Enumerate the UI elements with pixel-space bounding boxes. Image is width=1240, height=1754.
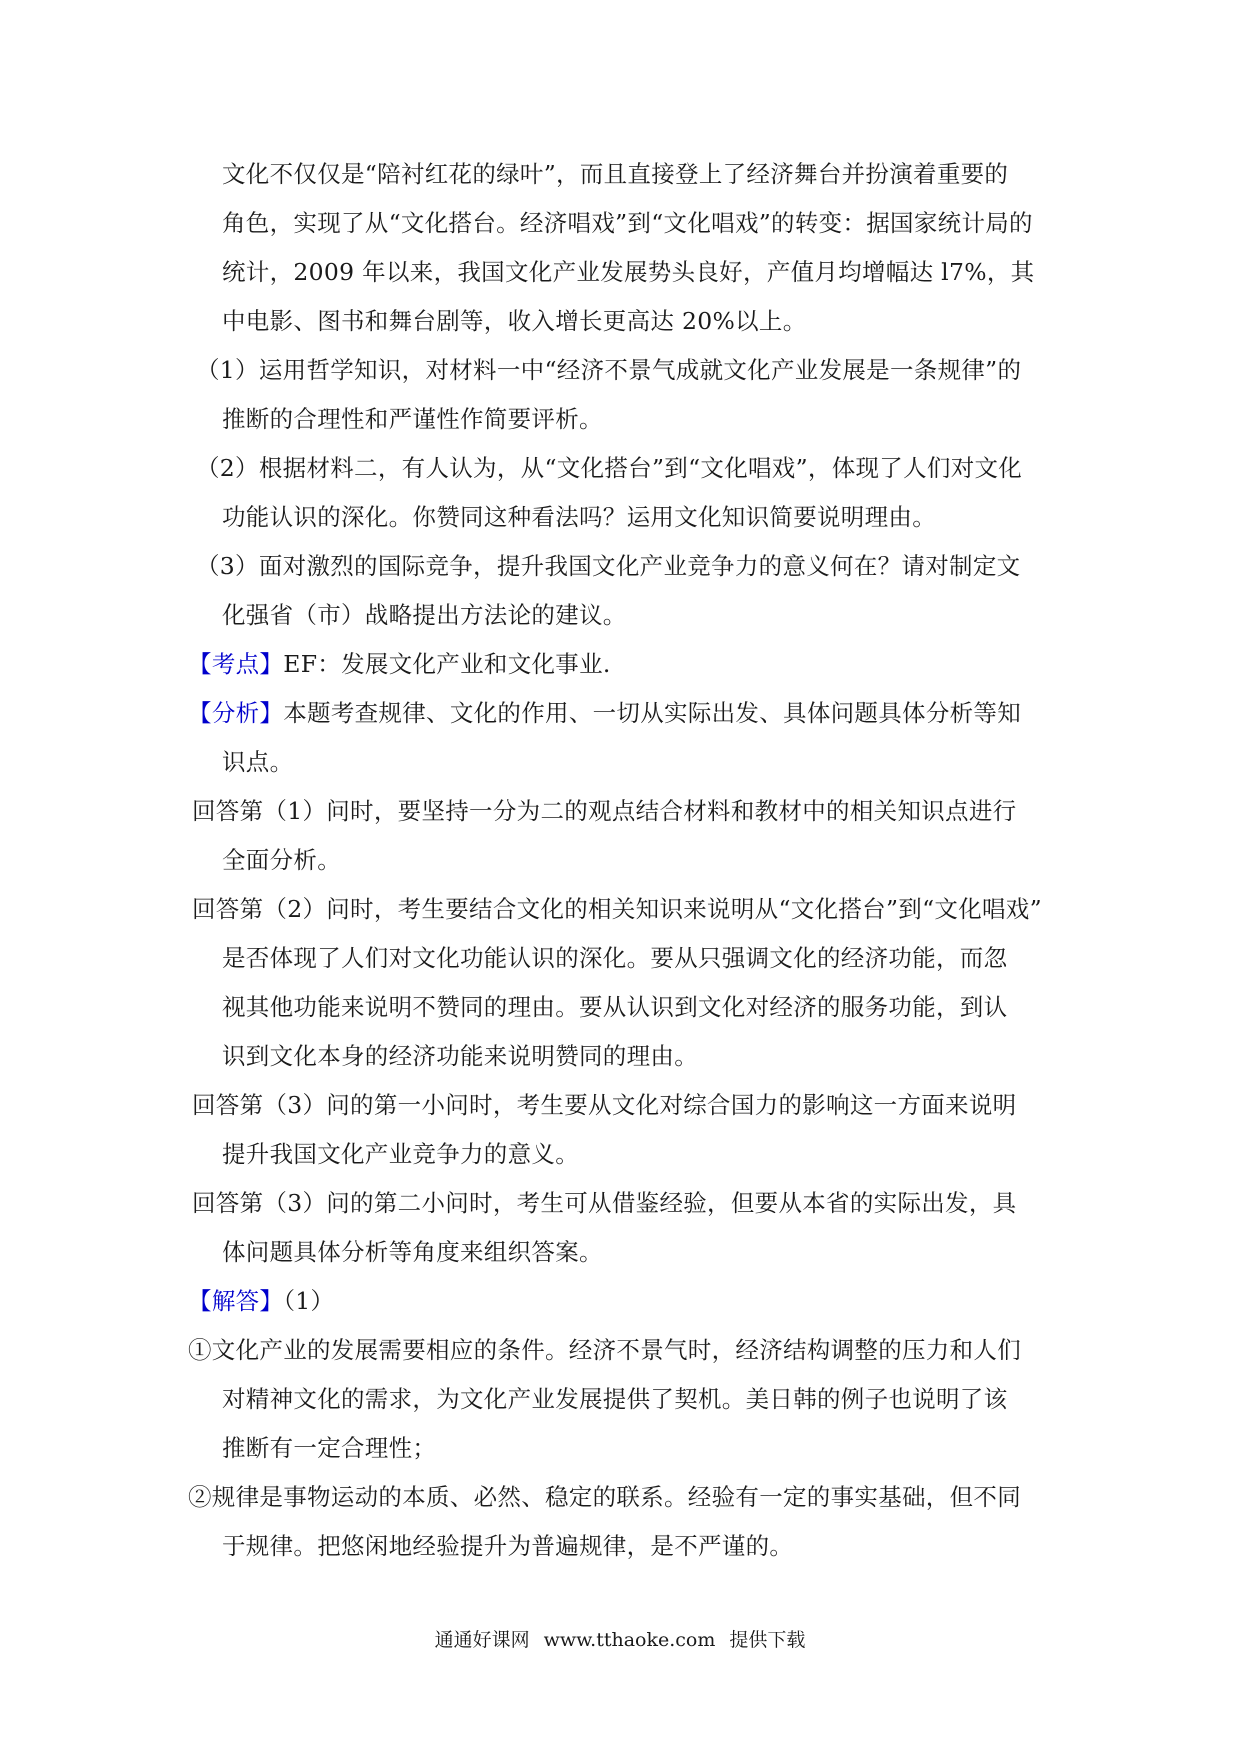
question-1: （1）运用哲学知识，对材料一中“经济不景气成就文化产业发展是一条规律”的	[196, 356, 1022, 384]
analysis-line: 体问题具体分析等角度来组织答案。	[222, 1238, 603, 1266]
material-line: 角色，实现了从“文化搭台。经济唱戏”到“文化唱戏”的转变：据国家统计局的	[222, 209, 1033, 237]
jieda-bracket-close: 】	[259, 1287, 284, 1315]
kaodian-text: EF：发展文化产业和文化事业.	[283, 650, 611, 678]
jieda-line	[188, 1285, 334, 1317]
fenxi-line	[188, 697, 1021, 729]
fenxi-label: 分析	[211, 699, 260, 727]
fenxi-cont: 识点。	[222, 748, 294, 776]
analysis-line: 提升我国文化产业竞争力的意义。	[222, 1140, 579, 1168]
answer-line: 推断有一定合理性；	[222, 1434, 437, 1462]
jieda-label: 解答	[211, 1287, 260, 1315]
footer-site-name: 通通好课网	[434, 1629, 530, 1651]
analysis-line: 视其他功能来说明不赞同的理由。要从认识到文化对经济的服务功能，到认	[222, 993, 1008, 1021]
question-3-cont: 化强省（市）战略提出方法论的建议。	[222, 601, 627, 629]
question-2-cont: 功能认识的深化。你赞同这种看法吗？运用文化知识简要说明理由。	[222, 503, 936, 531]
question-3: （3）面对激烈的国际竞争，提升我国文化产业竞争力的意义何在？请对制定文	[196, 552, 1021, 580]
analysis-line: 是否体现了人们对文化功能认识的深化。要从只强调文化的经济功能，而忽	[222, 944, 1008, 972]
page-footer	[0, 1627, 1240, 1653]
fenxi-text: 本题考查规律、文化的作用、一切从实际出发、具体问题具体分析等知	[283, 699, 1022, 727]
fenxi-bracket-open: 【	[188, 699, 212, 727]
fenxi-bracket-close: 】	[259, 699, 284, 727]
material-line: 中电影、图书和舞台剧等，收入增长更高达 20%以上。	[222, 307, 807, 335]
jieda-text: （1）	[283, 1287, 335, 1315]
material-line: 统计，2009 年以来，我国文化产业发展势头良好，产值月均增幅达 l7%，其	[222, 258, 1035, 286]
analysis-line: 回答第（1）问时，要坚持一分为二的观点结合材料和教材中的相关知识点进行	[192, 797, 1017, 825]
answer-line: ①文化产业的发展需要相应的条件。经济不景气时，经济结构调整的压力和人们	[188, 1336, 1021, 1364]
analysis-line: 回答第（3）问的第二小问时，考生可从借鉴经验，但要从本省的实际出发，具	[192, 1189, 1017, 1217]
analysis-line: 回答第（3）问的第一小问时，考生要从文化对综合国力的影响这一方面来说明	[192, 1091, 1017, 1119]
material-line: 文化不仅仅是“陪衬红花的绿叶”，而且直接登上了经济舞台并扮演着重要的	[222, 160, 1009, 188]
footer-url[interactable]: www.tthaoke.com	[543, 1629, 716, 1651]
answer-line: 于规律。把悠闲地经验提升为普遍规律，是不严谨的。	[222, 1532, 794, 1560]
jieda-bracket-open: 【	[188, 1287, 212, 1315]
answer-line: ②规律是事物运动的本质、必然、稳定的联系。经验有一定的事实基础，但不同	[188, 1483, 1021, 1511]
footer-suffix: 提供下载	[729, 1629, 806, 1651]
kaodian-bracket-open: 【	[188, 650, 212, 678]
answer-line: 对精神文化的需求，为文化产业发展提供了契机。美日韩的例子也说明了该	[222, 1385, 1008, 1413]
analysis-line: 识到文化本身的经济功能来说明赞同的理由。	[222, 1042, 698, 1070]
analysis-line: 全面分析。	[222, 846, 341, 874]
question-2: （2）根据材料二，有人认为，从“文化搭台”到“文化唱戏”，体现了人们对文化	[196, 454, 1023, 482]
kaodian-label: 考点	[211, 650, 260, 678]
kaodian-bracket-close: 】	[259, 650, 284, 678]
question-1-cont: 推断的合理性和严谨性作简要评析。	[222, 405, 603, 433]
kaodian-line	[188, 648, 611, 680]
analysis-line: 回答第（2）问时，考生要结合文化的相关知识来说明从“文化搭台”到“文化唱戏”	[192, 895, 1042, 923]
